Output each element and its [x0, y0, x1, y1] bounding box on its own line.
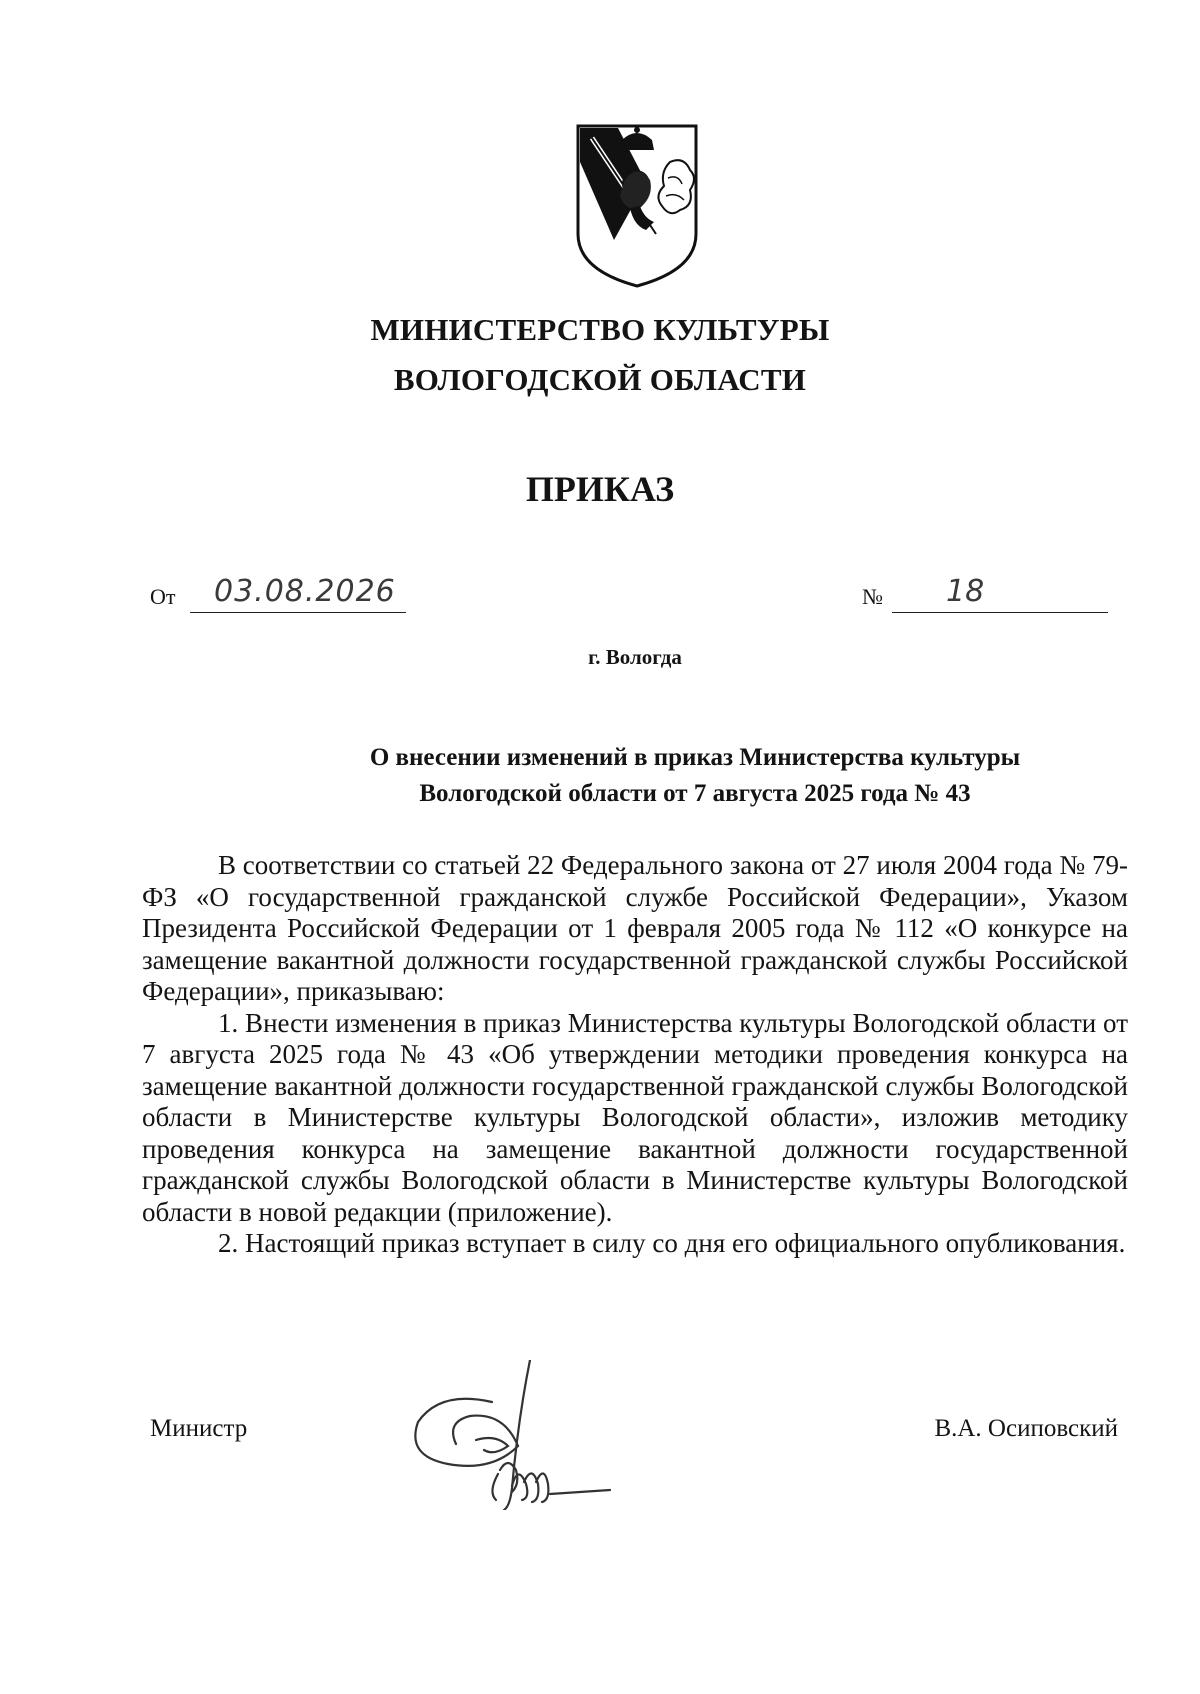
ministry-name-line-1: МИНИСТЕРСТВО КУЛЬТУРЫ: [370, 312, 830, 347]
signer-title: Министр: [150, 1415, 248, 1442]
number-label: №: [862, 584, 883, 609]
date-underline: [190, 612, 406, 613]
signature-icon: [400, 1360, 640, 1510]
paragraph-preamble: В соответствии со статьей 22 Федерального закона от 27 июля 2004 года № 79-ФЗ «О государственной гражданской службе Российской Федерации», Указом Президента Российской Федерации от 1 февраля 2005 года № 112 «О конкурсе на замещение вакантной должности государственной гражданской службы Российской Федерации», приказываю:: [142, 850, 1128, 1006]
body-text: [142, 850, 1128, 1260]
paragraph-item-2: 2. Настоящий приказ вступает в силу со дня его официального опубликования.: [218, 1228, 1126, 1258]
document-type-title: ПРИКАЗ: [525, 469, 675, 509]
coat-of-arms-icon: [574, 122, 700, 290]
paragraph-item-1: 1. Внести изменения в приказ Министерства культуры Вологодской области от 7 августа 2025 года № 43 «Об утверждении методики проведения конкурса на замещение вакантной должности государственной гражданской службы Вологодской области в Министерстве культуры Вологодской области», изложив методику проведения конкурса на замещение вакантной должности государственной гражданской службы Вологодской области в Министерстве культуры Вологодской области в новой редакции (приложение).: [142, 1007, 1128, 1227]
date-value: 03.08.2026: [214, 574, 396, 609]
date-label: От: [150, 584, 176, 609]
subject-line-2: Вологодской области от 7 августа 2025 года № 43: [419, 780, 971, 807]
number-underline: [892, 612, 1108, 613]
city: г. Вологда: [588, 645, 682, 669]
signer-name: В.А. Осиповский: [934, 1415, 1118, 1442]
number-value: 18: [946, 574, 985, 609]
subject-line-1: О внесении изменений в приказ Министерства культуры: [369, 744, 1021, 771]
ministry-name-line-2: ВОЛОГОДСКОЙ ОБЛАСТИ: [393, 362, 807, 397]
